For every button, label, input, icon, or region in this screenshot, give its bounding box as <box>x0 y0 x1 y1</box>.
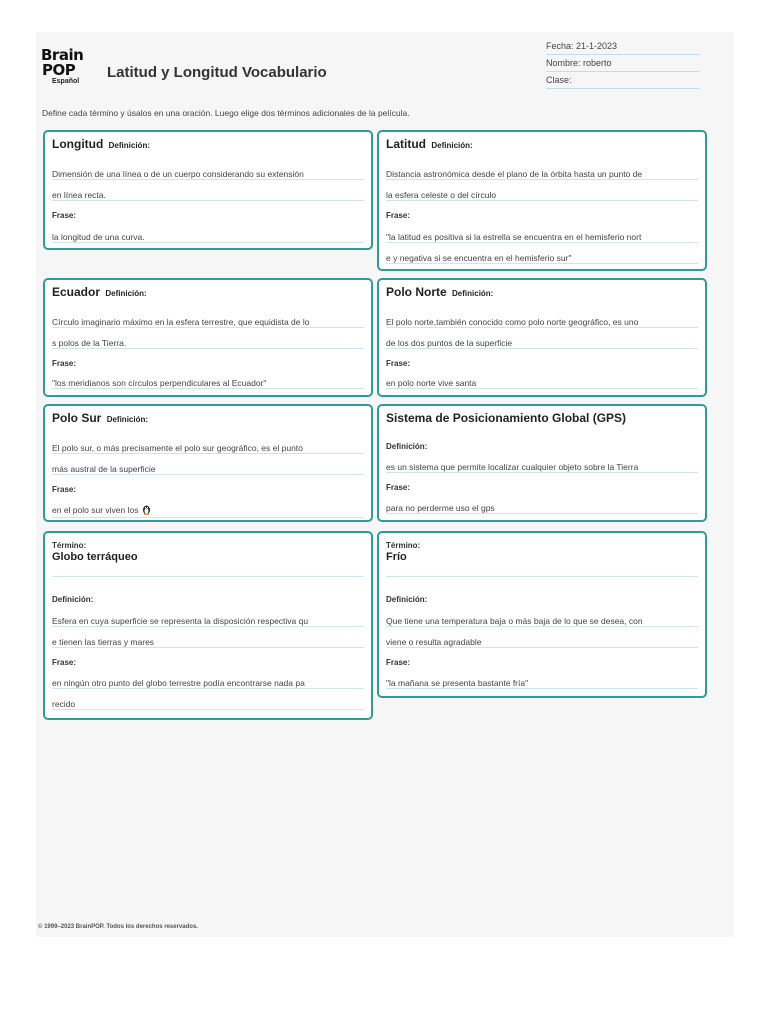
page-title: Latitud y Longitud Vocabulario <box>107 64 327 81</box>
termino-label: Término: <box>386 541 421 550</box>
instructions: Define cada término y úsalos en una oración. Luego elige dos términos adicionales de la película. <box>42 108 410 118</box>
sentence-line[interactable]: en ningún otro punto del globo terrestre podía encontrarse nada pa <box>52 678 364 689</box>
definition-line[interactable]: la esfera celeste o del círculo <box>386 190 698 201</box>
sentence-line[interactable]: la longitud de una curva. <box>52 232 364 243</box>
sentence-line[interactable]: "la latitud es positiva si la estrella se encuentra en el hemisferio nort <box>386 232 698 243</box>
definition-label: Definición: <box>386 442 428 451</box>
date-field[interactable]: Fecha: 21-1-2023 <box>546 41 700 53</box>
card-latitud <box>377 130 707 271</box>
frase-label: Frase: <box>386 359 411 368</box>
sentence-line[interactable]: e y negativa si se encuentra en el hemisferio sur" <box>386 253 698 264</box>
class-field[interactable]: Clase: <box>546 75 700 87</box>
definition-line[interactable]: Distancia astronómica desde el plano de la órbita hasta un punto de <box>386 169 698 180</box>
termino-label: Término: <box>52 541 87 550</box>
card-gps <box>377 404 707 522</box>
definition-label: Definición: <box>386 595 428 604</box>
card-heading: Longitud Definición: <box>52 137 150 151</box>
frase-label: Frase: <box>386 211 411 220</box>
frase-label: Frase: <box>386 483 411 492</box>
frase-label: Frase: <box>52 359 77 368</box>
card-heading: Ecuador Definición: <box>52 285 147 299</box>
definition-line[interactable]: en línea recta. <box>52 190 364 201</box>
brainpop-logo: Brain POP Español <box>41 46 84 85</box>
definition-line[interactable]: viene o resulta agradable <box>386 637 698 648</box>
frase-label: Frase: <box>52 211 77 220</box>
definition-line[interactable]: más austral de la superficie <box>52 464 364 475</box>
definition-line[interactable]: El polo sur, o más precisamente el polo sur geográfico, es el punto <box>52 443 364 454</box>
name-field[interactable]: Nombre: roberto <box>546 58 700 70</box>
card-longitud <box>43 130 373 250</box>
sentence-line[interactable]: "los meridianos son círculos perpendiculares al Ecuador" <box>52 378 364 389</box>
sentence-line[interactable]: para no perderme uso el gps <box>386 503 698 514</box>
term-underline <box>52 576 364 577</box>
definition-line[interactable]: e tienen las tierras y mares <box>52 637 364 648</box>
card-ecuador <box>43 278 373 397</box>
definition-line[interactable]: de los dos puntos de la superficie <box>386 338 698 349</box>
card-globo-terraqueo <box>43 531 373 720</box>
sentence-line[interactable]: en polo norte vive santa <box>386 378 698 389</box>
penguin-icon <box>141 504 152 518</box>
definition-line[interactable]: es un sistema que permite localizar cualquier objeto sobre la Tierra <box>386 462 698 473</box>
sentence-line[interactable]: "la mañana se presenta bastante fría" <box>386 678 698 689</box>
term-input[interactable]: Frío <box>386 551 407 563</box>
term-underline <box>386 576 698 577</box>
definition-line[interactable]: s polos de la Tierra. <box>52 338 364 349</box>
card-heading: Sistema de Posicionamiento Global (GPS) <box>386 411 627 425</box>
definition-line[interactable]: Dimensión de una línea o de un cuerpo considerando su extensión <box>52 169 364 180</box>
definition-line[interactable]: Círculo imaginario máximo en la esfera terrestre, que equidista de lo <box>52 317 364 328</box>
sentence-line[interactable]: recido <box>52 699 364 710</box>
card-heading: Polo Sur Definición: <box>52 411 149 425</box>
definition-label: Definición: <box>52 595 94 604</box>
card-polo-sur <box>43 404 373 522</box>
card-polo-norte <box>377 278 707 397</box>
frase-label: Frase: <box>52 485 77 494</box>
card-heading: Latitud Definición: <box>386 137 473 151</box>
definition-line[interactable]: El polo norte,también conocido como polo norte geográfico, es uno <box>386 317 698 328</box>
card-heading: Polo Norte Definición: <box>386 285 494 299</box>
frase-label: Frase: <box>386 658 411 667</box>
term-input[interactable]: Globo terráqueo <box>52 551 138 563</box>
copyright-footer: © 1999–2023 BrainPOP. Todos los derechos reservados. <box>38 924 198 930</box>
definition-line[interactable]: Que tiene una temperatura baja o más baja de lo que se desea, con <box>386 616 698 627</box>
definition-line[interactable]: Esfera en cuya superficie se representa la disposición respectiva qu <box>52 616 364 627</box>
sentence-line[interactable]: en el polo sur viven los <box>52 504 364 518</box>
frase-label: Frase: <box>52 658 77 667</box>
card-frio <box>377 531 707 698</box>
